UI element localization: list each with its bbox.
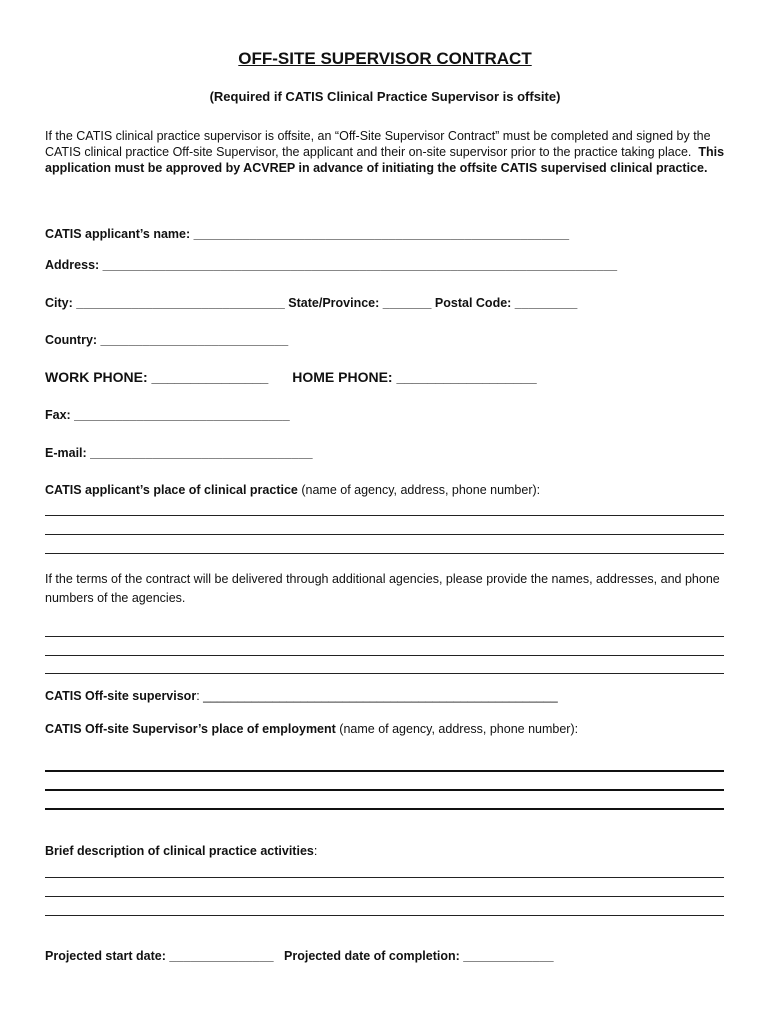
employment-line-1[interactable] (45, 770, 724, 772)
place-line-3[interactable] (45, 553, 724, 554)
employment-line-2[interactable] (45, 789, 724, 791)
email-field[interactable]: E-mail: ________________________________ (45, 446, 313, 460)
home-phone-field[interactable]: HOME PHONE: __________________ (292, 369, 537, 385)
intro-bold-text: This application must be approved by ACVREP in advance of initiating the offsite CATIS supervised clinical practice. (45, 145, 725, 175)
employment-hint: (name of agency, address, phone number): (339, 722, 579, 736)
phone-row (45, 369, 537, 385)
agencies-line-3[interactable] (45, 673, 724, 674)
state-field[interactable]: State/Province: _______ (288, 296, 432, 310)
page-subtitle: (Required if CATIS Clinical Practice Supervisor is offsite) (209, 89, 561, 104)
place-of-practice-title: CATIS applicant’s place of clinical practice (45, 483, 298, 497)
employment-label (45, 722, 578, 736)
offsite-supervisor-line[interactable]: : ___________________________________________________ (196, 689, 558, 703)
agencies-instructions: If the terms of the contract will be delivered through additional agencies, please provide the names, addresses, and phone numbers of the agencies. (45, 572, 720, 605)
place-line-2[interactable] (45, 534, 724, 535)
activities-label (45, 844, 317, 858)
dates-row (45, 949, 554, 963)
completion-date-field[interactable]: Projected date of completion: _____________ (284, 949, 554, 963)
start-date-field[interactable]: Projected start date: _______________ (45, 949, 274, 963)
address-field[interactable]: Address: __________________________________________________________________________ (45, 258, 618, 272)
intro-text: If the CATIS clinical practice supervisor is offsite, an “Off-Site Supervisor Contract” must be completed and signed by the CATIS clinical practice Off-site Supervisor, the applicant and their on-site supervisor prior to the practice taking place. (45, 129, 711, 159)
offsite-supervisor-label: CATIS Off-site supervisor (45, 689, 197, 703)
activities-line-1[interactable] (45, 877, 724, 878)
city-field[interactable]: City: ______________________________ (45, 296, 285, 310)
applicant-name-field[interactable]: CATIS applicant’s name: ______________________________________________________ (45, 227, 570, 241)
activities-title: Brief description of clinical practice activities (45, 844, 314, 858)
activities-colon: : (313, 844, 318, 858)
intro-paragraph (45, 128, 735, 176)
agencies-line-2[interactable] (45, 655, 724, 656)
page-title: OFF-SITE SUPERVISOR CONTRACT (238, 49, 532, 68)
employment-line-3[interactable] (45, 808, 724, 810)
country-field[interactable]: Country: ___________________________ (45, 333, 289, 347)
fax-field[interactable]: Fax: _______________________________ (45, 408, 290, 422)
place-of-practice-label (45, 483, 540, 497)
employment-title: CATIS Off-site Supervisor’s place of employment (45, 722, 336, 736)
activities-line-2[interactable] (45, 896, 724, 897)
postal-code-field[interactable]: Postal Code: _________ (434, 296, 578, 310)
city-state-postal-row (45, 296, 577, 310)
offsite-supervisor-field[interactable] (45, 689, 558, 703)
place-of-practice-hint: (name of agency, address, phone number): (301, 483, 541, 497)
agencies-line-1[interactable] (45, 636, 724, 637)
work-phone-field[interactable]: WORK PHONE: _______________ (45, 369, 269, 385)
activities-line-3[interactable] (45, 915, 724, 916)
place-line-1[interactable] (45, 515, 724, 516)
